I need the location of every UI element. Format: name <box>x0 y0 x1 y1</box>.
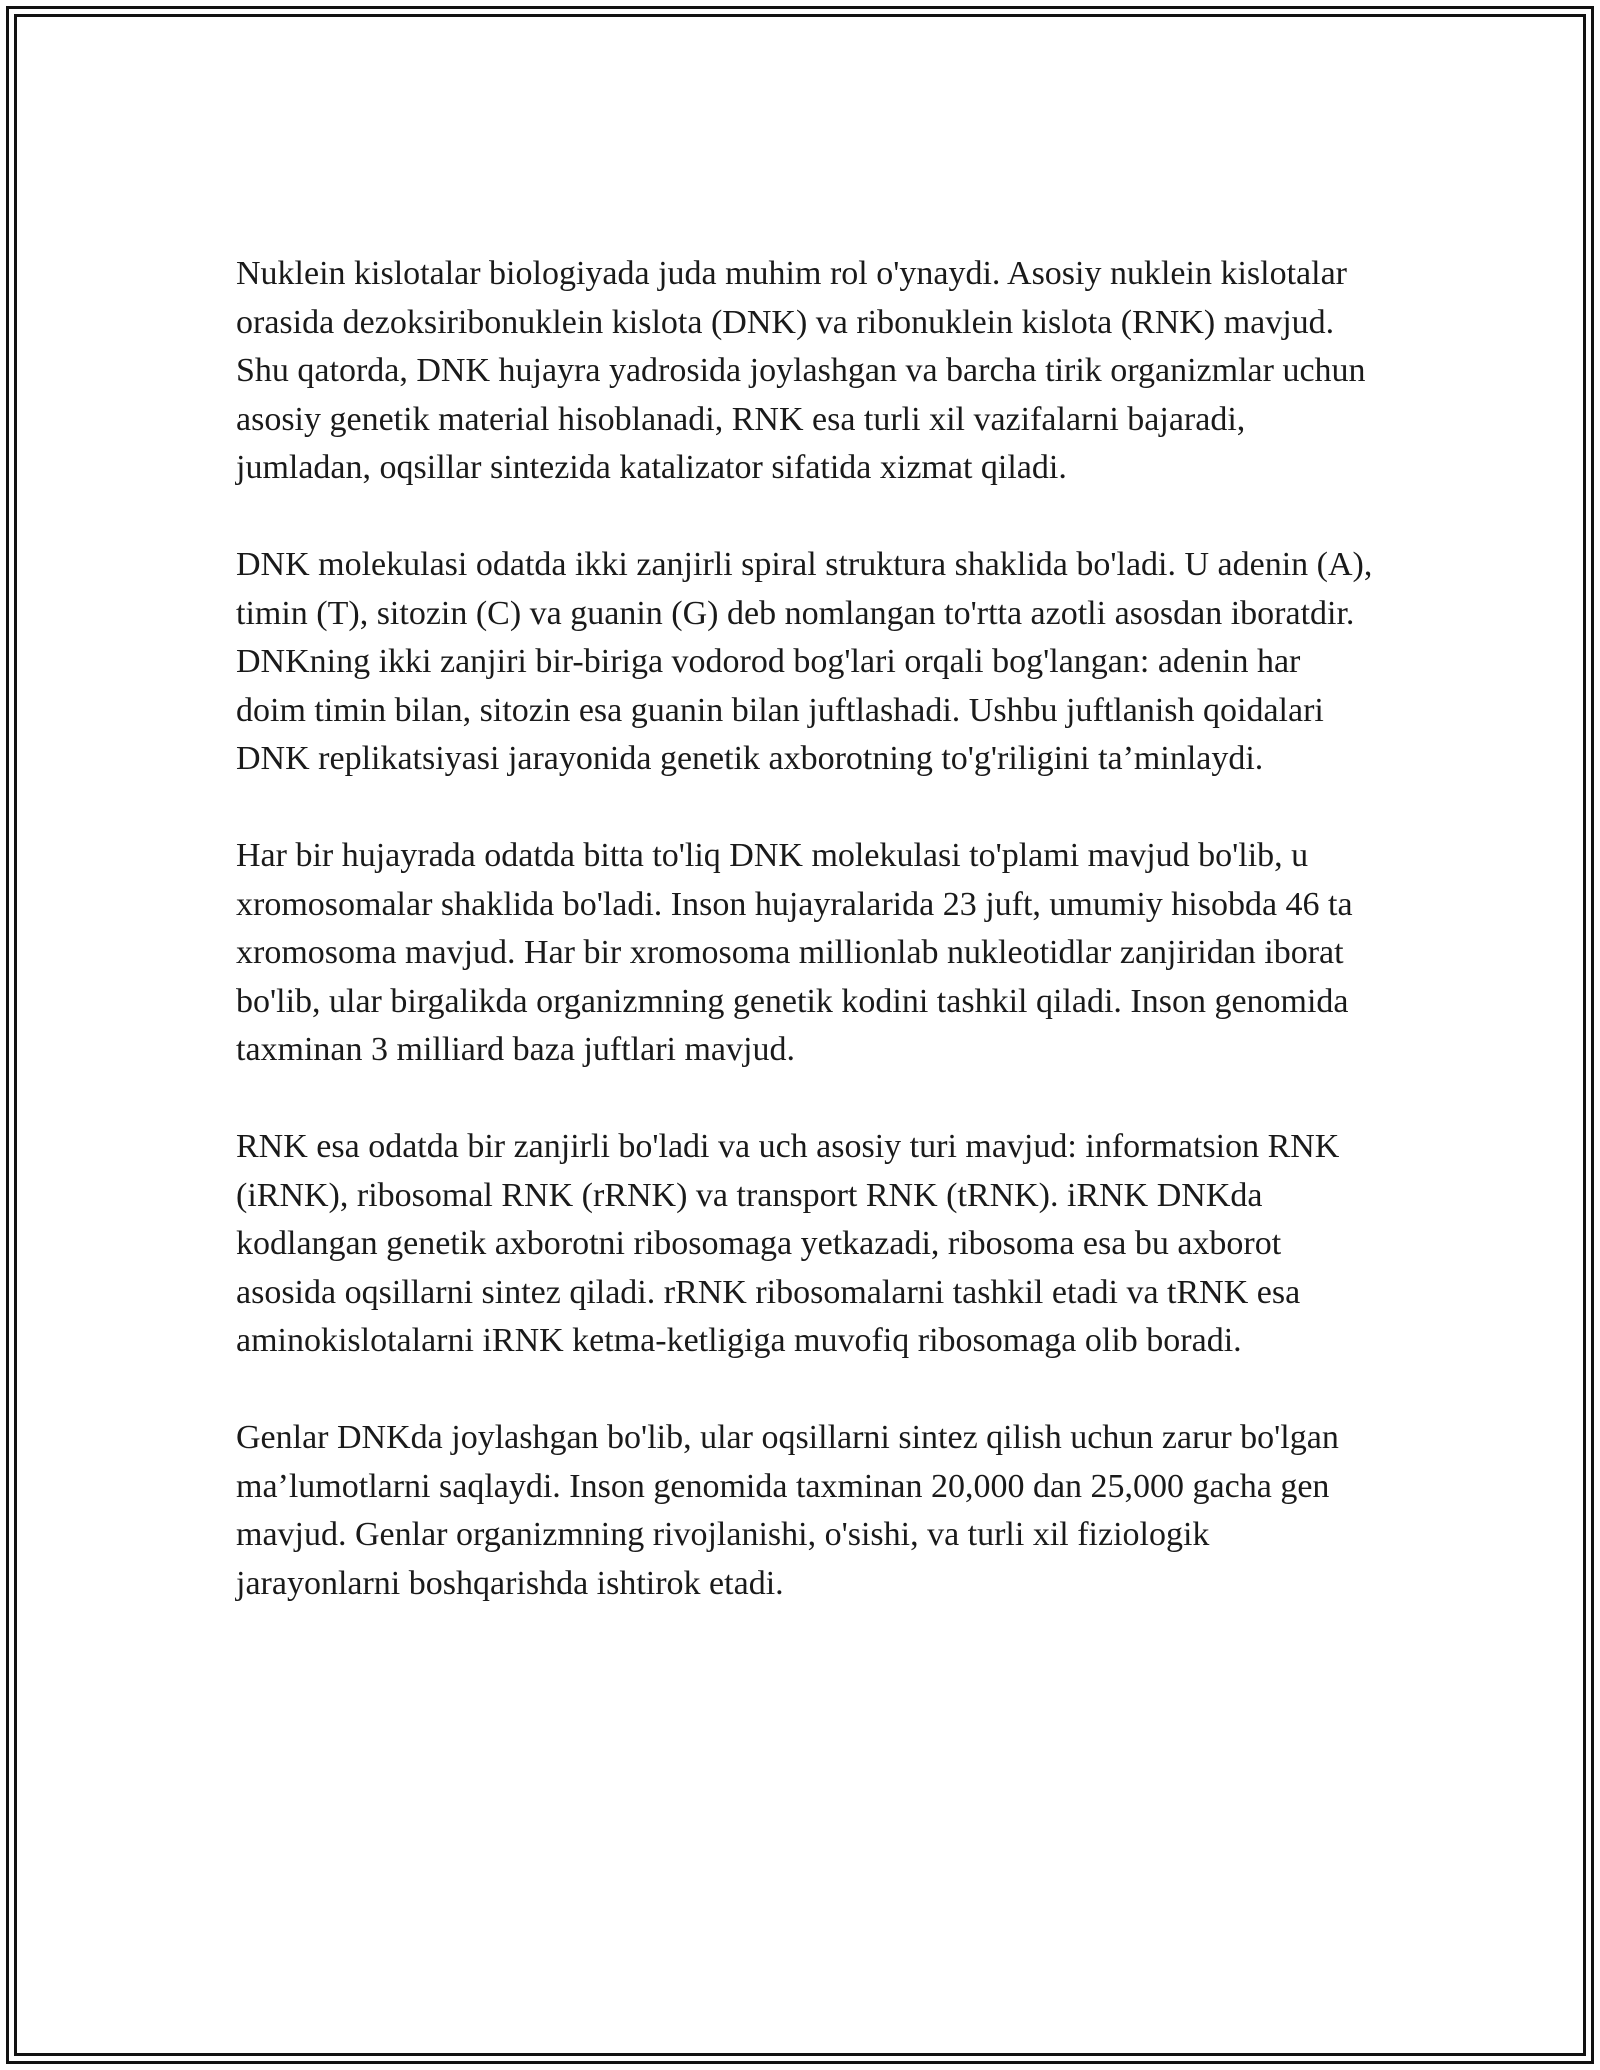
document-body <box>236 250 1376 1657</box>
paragraph-rna-types: RNK esa odatda bir zanjirli bo'ladi va uch asosiy turi mavjud: informatsion RNK (iRNK), ribosomal RNK (rRNK) va transport RNK (tRNK). iRNK DNKda kodlangan genetik axborotni ribosomaga yetkazadi, ribosoma esa bu axborot asosida oqsillarni sintez qiladi. rRNK ribosomalarni tashkil etadi va tRNK esa aminokislotalarni iRNK ketma-ketligiga muvofiq ribosomaga olib boradi. <box>236 1128 1340 1359</box>
paragraph-nucleic-acids-intro: Nuklein kislotalar biologiyada juda muhim rol o'ynaydi. Asosiy nuklein kislotalar orasida dezoksiribonuklein kislota (DNK) va ribonuklein kislota (RNK) mavjud. Shu qatorda, DNK hujayra yadrosida joylashgan va barcha tirik organizmlar uchun asosiy genetik material hisoblanadi, RNK esa turli xil vazifalarni bajaradi, jumladan, oqsillar sintezida katalizator sifatida xizmat qiladi. <box>236 255 1366 486</box>
paragraph-dna-structure: DNK molekulasi odatda ikki zanjirli spiral struktura shaklida bo'ladi. U adenin (A), timin (T), sitozin (C) va guanin (G) deb nomlangan to'rtta azotli asosdan iboratdir. DNKning ikki zanjiri bir-biriga vodorod bog'lari orqali bog'langan: adenin har doim timin bilan, sitozin esa guanin bilan juftlashadi. Ushbu juftlanish qoidalari DNK replikatsiyasi jarayonida genetik axborotning to'g'riligini ta’minlaydi. <box>236 546 1373 777</box>
paragraph-genes: Genlar DNKda joylashgan bo'lib, ular oqsillarni sintez qilish uchun zarur bo'lgan ma’lumotlarni saqlaydi. Inson genomida taxminan 20,000 dan 25,000 gacha gen mavjud. Genlar organizmning rivojlanishi, o'sishi, va turli xil fiziologik jarayonlarni boshqarishda ishtirok etadi. <box>236 1419 1339 1602</box>
paragraph-chromosomes: Har bir hujayrada odatda bitta to'liq DNK molekulasi to'plami mavjud bo'lib, u xromosomalar shaklida bo'ladi. Inson hujayralarida 23 juft, umumiy hisobda 46 ta xromosoma mavjud. Har bir xromosoma millionlab nukleotidlar zanjiridan iborat bo'lib, ular birgalikda organizmning genetik kodini tashkil qiladi. Inson genomida taxminan 3 milliard baza juftlari mavjud. <box>236 837 1353 1068</box>
